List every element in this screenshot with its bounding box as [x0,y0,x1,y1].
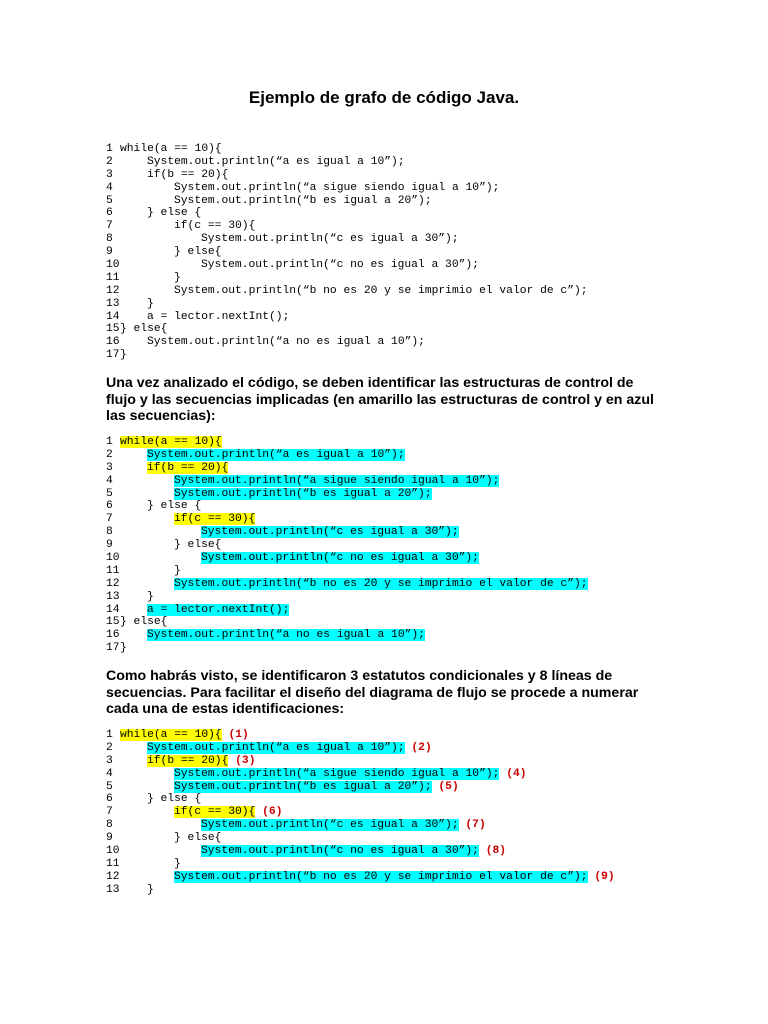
code-line [106,323,588,336]
line-number: 7 [106,806,113,819]
code-text: } else { [147,207,202,220]
code-text: } [174,271,181,284]
line-number: 5 [106,487,113,500]
sequence-highlight: System.out.println(“b no es 20 y se imprimio el valor de c”); [174,577,588,590]
code-line [106,642,588,655]
code-line [106,629,588,642]
line-number: 13 [106,883,120,896]
code-block-highlighted [106,436,588,655]
line-number: 8 [106,526,113,539]
control-structure-highlight: while(a == 10){ [120,729,222,741]
identification-number: (4) [506,767,527,780]
code-line [106,207,588,220]
code-line [106,819,615,832]
code-line [106,156,588,169]
code-text: System.out.println(“b no es 20 y se imprimio el valor de c”); [174,284,588,297]
line-number: 16 [106,629,120,642]
sequence-highlight: System.out.println(“a es igual a 10”); [147,448,405,461]
line-number: 13 [106,590,120,603]
code-block-original [106,143,588,362]
line-number: 1 [106,436,113,448]
identification-number: (5) [438,780,459,793]
identification-number: (7) [465,819,486,832]
paragraph-analysis: Una vez analizado el código, se deben identificar las estructuras de control de flujo y las secuencias implicadas (en amarillo las estructuras de control y en azul las secuencias): [106,375,654,424]
code-line [106,884,615,897]
sequence-highlight: System.out.println(“b es igual a 20”); [174,487,432,500]
code-line [106,169,588,182]
code-line [106,539,588,552]
code-text: } [147,883,154,896]
control-structure-highlight: if(c == 30){ [174,513,256,526]
line-number: 1 [106,143,113,155]
code-line [106,793,615,806]
line-number: 5 [106,780,113,793]
code-line [106,311,588,324]
sequence-highlight: System.out.println(“a es igual a 10”); [147,741,405,754]
line-number: 11 [106,564,120,577]
code-text: } [120,349,127,362]
code-line [106,742,615,755]
line-number: 3 [106,168,113,181]
code-line [106,449,588,462]
line-number: 6 [106,793,113,806]
code-text: } else{ [174,832,222,845]
line-number: 14 [106,603,120,616]
code-text: } else{ [174,246,222,259]
code-line [106,591,588,604]
code-text: System.out.println(“b es igual a 20”); [174,194,432,207]
code-line [106,729,615,742]
line-number: 6 [106,500,113,513]
code-line [106,272,588,285]
line-number: 7 [106,220,113,233]
code-text: } [174,857,181,870]
code-text: } else{ [120,323,168,336]
code-line [106,246,588,259]
line-number: 2 [106,448,113,461]
sequence-highlight: System.out.println(“b no es 20 y se imprimio el valor de c”); [174,870,588,883]
code-line [106,336,588,349]
code-line [106,604,588,617]
paragraph-numbering: Como habrás visto, se identificaron 3 estatutos condicionales y 8 líneas de secuencias. Para facilitar el diseño del diagrama de flujo se procede a numerar cada una de estas identificaciones: [106,668,639,717]
sequence-highlight: System.out.println(“c es igual a 30”); [201,526,459,539]
code-line [106,552,588,565]
code-line [106,143,588,156]
line-number: 1 [106,729,113,741]
code-line [106,298,588,311]
identification-number: (3) [235,754,256,767]
line-number: 2 [106,155,113,168]
line-number: 4 [106,181,113,194]
code-line [106,578,588,591]
page-title: Ejemplo de grafo de código Java. [248,88,520,107]
line-number: 16 [106,336,120,349]
line-number: 14 [106,310,120,323]
identification-number: (2) [411,741,432,754]
code-line [106,845,615,858]
code-text: if(b == 20){ [147,168,229,181]
line-number: 5 [106,194,113,207]
sequence-highlight: System.out.println(“c es igual a 30”); [201,819,459,832]
line-number: 2 [106,741,113,754]
line-number: 17 [106,349,120,362]
code-block-numbered [106,729,615,897]
code-line [106,565,588,578]
line-number: 8 [106,233,113,246]
code-line [106,513,588,526]
identification-number: (8) [485,845,507,858]
line-number: 12 [106,284,120,297]
code-text: if(c == 30){ [174,220,256,233]
code-line [106,436,588,449]
code-line [106,182,588,195]
line-number: 7 [106,513,113,526]
code-text: } [120,642,127,655]
code-line [106,755,615,768]
code-line [106,806,615,819]
code-line [106,500,588,513]
code-text: } else { [147,500,202,513]
line-number: 9 [106,246,113,259]
code-line [106,259,588,272]
identification-number: (9) [594,870,615,883]
control-structure-highlight: if(c == 30){ [174,806,256,819]
line-number: 11 [106,271,120,284]
code-text: System.out.println(“c es igual a 30”); [201,233,459,246]
line-number: 10 [106,552,120,565]
identification-number: (1) [228,729,249,741]
line-number: 4 [106,767,113,780]
code-text: System.out.println(“c no es igual a 30”); [201,259,479,272]
code-text: } [147,590,154,603]
code-line [106,768,615,781]
code-line [106,349,588,362]
line-number: 9 [106,539,113,552]
sequence-highlight: System.out.println(“a sigue siendo igual a 10”); [174,767,500,780]
code-text: System.out.println(“a es igual a 10”); [147,155,405,168]
code-line [106,462,588,475]
code-line [106,616,588,629]
code-text: } else{ [120,616,168,629]
code-line [106,526,588,539]
control-structure-highlight: if(b == 20){ [147,754,229,767]
line-number: 15 [106,323,120,336]
code-line [106,832,615,845]
line-number: 12 [106,870,120,883]
line-number: 3 [106,461,113,474]
line-number: 17 [106,642,120,655]
code-text: System.out.println(“a no es igual a 10”); [147,336,425,349]
line-number: 3 [106,754,113,767]
code-text: } else{ [174,539,222,552]
code-text: } [147,297,154,310]
code-text: } else { [147,793,202,806]
line-number: 4 [106,474,113,487]
code-line [106,233,588,246]
code-text: } [174,564,181,577]
code-line [106,220,588,233]
control-structure-highlight: if(b == 20){ [147,461,229,474]
line-number: 12 [106,577,120,590]
code-line [106,475,588,488]
code-line [106,858,615,871]
line-number: 15 [106,616,120,629]
sequence-highlight: System.out.println(“b es igual a 20”); [174,780,432,793]
sequence-highlight: System.out.println(“c no es igual a 30”); [201,845,479,858]
line-number: 10 [106,259,120,272]
code-line [106,488,588,501]
code-text: while(a == 10){ [120,143,222,155]
code-line [106,195,588,208]
line-number: 6 [106,207,113,220]
sequence-highlight: a = lector.nextInt(); [147,603,290,616]
code-line [106,871,615,884]
code-text: a = lector.nextInt(); [147,310,290,323]
control-structure-highlight: while(a == 10){ [120,436,222,448]
line-number: 8 [106,819,113,832]
line-number: 13 [106,297,120,310]
code-line [106,285,588,298]
code-text: System.out.println(“a sigue siendo igual a 10”); [174,181,500,194]
line-number: 9 [106,832,113,845]
line-number: 10 [106,845,120,858]
code-line [106,781,615,794]
sequence-highlight: System.out.println(“c no es igual a 30”); [201,552,479,565]
line-number: 11 [106,857,120,870]
identification-number: (6) [262,806,283,819]
sequence-highlight: System.out.println(“a sigue siendo igual a 10”); [174,474,500,487]
sequence-highlight: System.out.println(“a no es igual a 10”); [147,629,425,642]
